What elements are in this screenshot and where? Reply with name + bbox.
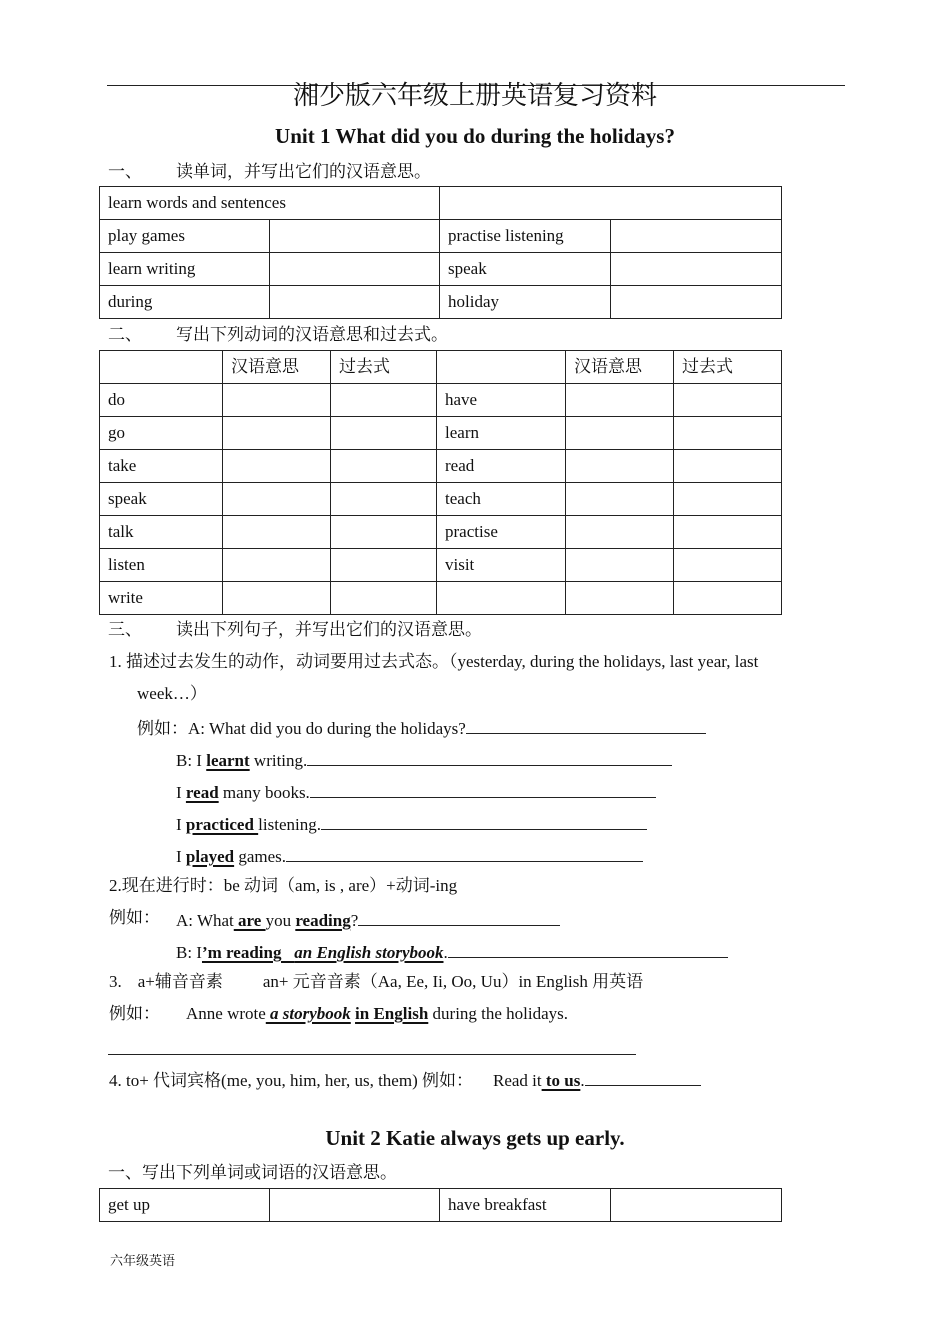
unit1-title: Unit 1 What did you do during the holidays? bbox=[275, 124, 675, 148]
answer-cell[interactable] bbox=[566, 450, 674, 483]
unit1-vocab-table bbox=[99, 186, 782, 319]
answer-cell[interactable] bbox=[566, 516, 674, 549]
answer-blank[interactable] bbox=[307, 747, 672, 766]
example-text: B: I bbox=[176, 943, 202, 962]
verb-cell: practise bbox=[437, 516, 566, 549]
key-verb: played bbox=[185, 847, 235, 866]
example-answer-read bbox=[176, 779, 656, 804]
section-number: 一、 bbox=[108, 162, 142, 181]
example-text: B: I bbox=[176, 751, 207, 770]
answer-blank[interactable] bbox=[585, 1067, 701, 1086]
verb-cell: teach bbox=[437, 483, 566, 516]
example-text: . bbox=[580, 1071, 585, 1090]
header-cell bbox=[437, 351, 566, 384]
verb-cell: visit bbox=[437, 549, 566, 582]
example-text: A: What bbox=[176, 911, 234, 930]
header-meaning: 汉语意思 bbox=[566, 351, 674, 384]
key-object: a storybook bbox=[265, 1004, 351, 1023]
answer-cell[interactable] bbox=[566, 483, 674, 516]
vocab-cell: learn writing bbox=[100, 253, 270, 286]
example-text: 例如：A: What did you do during the holidays? bbox=[137, 719, 466, 738]
answer-blank[interactable] bbox=[358, 907, 560, 926]
answer-cell[interactable] bbox=[674, 417, 782, 450]
verb-cell: have bbox=[437, 384, 566, 417]
example-text: Anne wrote bbox=[186, 1004, 266, 1023]
header-cell bbox=[100, 351, 223, 384]
verb-cell: take bbox=[100, 450, 223, 483]
example-text: I bbox=[176, 783, 186, 802]
answer-cell[interactable] bbox=[566, 417, 674, 450]
grammar-point-1: 1. 描述过去发生的动作，动词要用过去式态。（yesterday, during the holidays, last year, last bbox=[109, 652, 759, 671]
answer-cell[interactable] bbox=[270, 253, 440, 286]
key-verb: ’m reading bbox=[201, 943, 282, 962]
answer-blank[interactable] bbox=[448, 939, 728, 958]
section-text: 读单词，并写出它们的汉语意思。 bbox=[176, 162, 431, 181]
answer-cell[interactable] bbox=[223, 417, 331, 450]
answer-blank[interactable] bbox=[321, 811, 647, 830]
example-answer-practiced bbox=[176, 811, 647, 836]
answer-cell[interactable] bbox=[611, 286, 782, 319]
answer-line[interactable] bbox=[108, 1054, 636, 1055]
example-label: 例如： bbox=[109, 1004, 160, 1023]
vocab-cell: holiday bbox=[440, 286, 611, 319]
unit1-section2-heading bbox=[108, 324, 448, 346]
verb-cell: speak bbox=[100, 483, 223, 516]
section-text: 写出下列动词的汉语意思和过去式。 bbox=[176, 325, 448, 344]
answer-cell[interactable] bbox=[223, 450, 331, 483]
answer-cell[interactable] bbox=[270, 1189, 440, 1222]
answer-cell[interactable] bbox=[223, 516, 331, 549]
example-label: 例如： bbox=[109, 908, 160, 927]
unit1-section3-heading bbox=[108, 619, 482, 641]
grammar-point-1-cont: week…） bbox=[137, 684, 207, 703]
example-text: ? bbox=[350, 911, 359, 930]
verb-cell: talk bbox=[100, 516, 223, 549]
grammar-point-4 bbox=[109, 1067, 701, 1092]
example-text: listening. bbox=[258, 815, 321, 834]
key-object: an English storybook bbox=[294, 943, 444, 962]
answer-blank[interactable] bbox=[286, 843, 643, 862]
verb-cell: read bbox=[437, 450, 566, 483]
example-question bbox=[137, 715, 706, 740]
answer-cell[interactable] bbox=[611, 253, 782, 286]
unit1-verb-table bbox=[99, 350, 782, 615]
verb-cell: learn bbox=[437, 417, 566, 450]
answer-cell[interactable] bbox=[223, 582, 331, 615]
answer-cell[interactable] bbox=[270, 220, 440, 253]
answer-cell[interactable] bbox=[331, 549, 437, 582]
example-answer-learnt bbox=[176, 747, 672, 772]
answer-cell[interactable] bbox=[566, 384, 674, 417]
page-footer: 六年级英语 bbox=[110, 1254, 176, 1269]
answer-cell[interactable] bbox=[331, 384, 437, 417]
key-verb: practiced bbox=[185, 815, 259, 834]
answer-cell[interactable] bbox=[331, 450, 437, 483]
vocab-cell: speak bbox=[440, 253, 611, 286]
vocab-cell: have breakfast bbox=[440, 1189, 611, 1222]
answer-cell[interactable] bbox=[674, 450, 782, 483]
example-text: writing. bbox=[249, 751, 308, 770]
verb-cell: write bbox=[100, 582, 223, 615]
grammar-point-3 bbox=[109, 971, 643, 993]
answer-cell[interactable] bbox=[223, 384, 331, 417]
section-number: 三、 bbox=[108, 620, 142, 639]
answer-cell[interactable] bbox=[440, 187, 782, 220]
unit2-title: Unit 2 Katie always gets up early. bbox=[325, 1126, 625, 1150]
example-text: I bbox=[176, 815, 186, 834]
example-text: 3. bbox=[109, 972, 122, 991]
key-verb: learnt bbox=[206, 751, 250, 770]
example-article-sentence bbox=[186, 1003, 568, 1025]
answer-cell[interactable] bbox=[223, 483, 331, 516]
example-text: an+ 元音音素（Aa, Ee, Ii, Oo, Uu）in English 用英语 bbox=[262, 972, 644, 991]
answer-cell[interactable] bbox=[270, 286, 440, 319]
example-text: a+辅音音素 bbox=[137, 972, 223, 991]
example-question-continuous bbox=[176, 907, 560, 932]
vocab-cell: play games bbox=[100, 220, 270, 253]
answer-cell[interactable] bbox=[566, 549, 674, 582]
section-text: 读出下列句子，并写出它们的汉语意思。 bbox=[176, 620, 482, 639]
answer-cell[interactable] bbox=[331, 582, 437, 615]
example-text: during the holidays. bbox=[428, 1004, 569, 1023]
example-text: . bbox=[443, 943, 448, 962]
example-text: I bbox=[176, 847, 186, 866]
example-text: you bbox=[265, 911, 296, 930]
vocab-cell: learn words and sentences bbox=[100, 187, 440, 220]
answer-cell[interactable] bbox=[223, 549, 331, 582]
answer-cell[interactable] bbox=[331, 483, 437, 516]
example-text: Read it bbox=[492, 1071, 542, 1090]
unit2-section1-heading: 一、写出下列单词或词语的汉语意思。 bbox=[108, 1163, 397, 1182]
verb-cell: listen bbox=[100, 549, 223, 582]
key-verb: reading bbox=[295, 911, 351, 930]
answer-blank[interactable] bbox=[466, 715, 706, 734]
example-text: 4. to+ 代词宾格(me, you, him, her, us, them) 例如： bbox=[109, 1071, 473, 1090]
answer-cell[interactable] bbox=[674, 483, 782, 516]
example-answer-played bbox=[176, 843, 643, 868]
answer-blank[interactable] bbox=[310, 779, 656, 798]
answer-cell[interactable] bbox=[566, 582, 674, 615]
key-phrase: in English bbox=[355, 1004, 429, 1023]
unit2-vocab-table bbox=[99, 1188, 782, 1222]
answer-cell[interactable] bbox=[674, 516, 782, 549]
answer-cell[interactable] bbox=[674, 384, 782, 417]
verb-cell: do bbox=[100, 384, 223, 417]
verb-cell: go bbox=[100, 417, 223, 450]
answer-cell[interactable] bbox=[611, 220, 782, 253]
answer-cell[interactable] bbox=[674, 549, 782, 582]
vocab-cell: during bbox=[100, 286, 270, 319]
key-verb: are bbox=[233, 911, 266, 930]
answer-cell[interactable] bbox=[611, 1189, 782, 1222]
header-past: 过去式 bbox=[331, 351, 437, 384]
example-text: games. bbox=[234, 847, 287, 866]
header-past: 过去式 bbox=[674, 351, 782, 384]
answer-cell[interactable] bbox=[331, 417, 437, 450]
answer-cell[interactable] bbox=[331, 516, 437, 549]
unit1-section1-heading bbox=[108, 161, 431, 183]
example-answer-continuous bbox=[176, 939, 728, 964]
grammar-point-2: 2.现在进行时：be 动词（am, is , are）+动词-ing bbox=[109, 876, 458, 895]
vocab-cell: get up bbox=[100, 1189, 270, 1222]
header-meaning: 汉语意思 bbox=[223, 351, 331, 384]
verb-cell bbox=[437, 582, 566, 615]
answer-cell[interactable] bbox=[674, 582, 782, 615]
vocab-cell: practise listening bbox=[440, 220, 611, 253]
key-phrase: to us bbox=[541, 1071, 581, 1090]
example-text: many books. bbox=[218, 783, 310, 802]
section-number: 二、 bbox=[108, 325, 142, 344]
key-verb: read bbox=[185, 783, 219, 802]
document-title: 湘少版六年级上册英语复习资料 bbox=[292, 81, 657, 110]
